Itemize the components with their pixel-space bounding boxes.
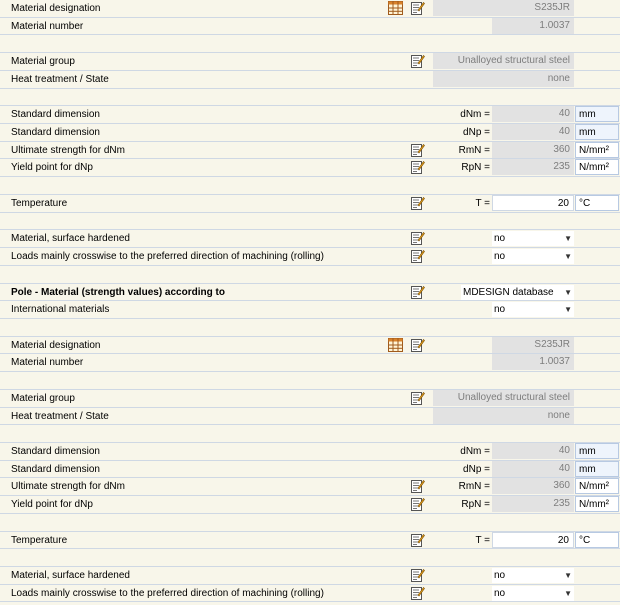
property-row — [0, 461, 620, 479]
property-label: Ultimate strength for dNm — [11, 144, 125, 156]
unit-selector[interactable]: N/mm² — [575, 496, 619, 512]
edit-icon[interactable] — [410, 196, 425, 210]
property-row — [0, 0, 620, 18]
value-readonly: 360 — [492, 478, 574, 494]
property-label: Ultimate strength for dNm — [11, 481, 125, 493]
value-readonly: 40 — [492, 106, 574, 122]
property-row — [0, 284, 620, 302]
property-label: Standard dimension — [11, 463, 100, 475]
value-readonly: 235 — [492, 159, 574, 175]
property-row — [0, 195, 620, 213]
unit-selector[interactable]: °C — [575, 532, 619, 548]
row-spacer — [0, 372, 620, 390]
value-readonly: S235JR — [492, 337, 574, 353]
edit-icon[interactable] — [410, 338, 425, 352]
dropdown-value: MDESIGN database — [463, 286, 554, 298]
value-readonly: none — [433, 408, 574, 424]
table-icon[interactable] — [388, 338, 403, 352]
property-label: Temperature — [11, 534, 68, 546]
value-readonly: Unalloyed structural steel — [433, 390, 574, 406]
row-spacer — [0, 89, 620, 107]
dropdown-select[interactable] — [492, 249, 574, 264]
dropdown-value: no — [494, 570, 506, 581]
edit-icon[interactable] — [410, 586, 425, 600]
symbol-label: dNm = — [460, 445, 490, 457]
chevron-down-icon[interactable]: ▼ — [564, 234, 572, 244]
property-row — [0, 567, 620, 585]
property-row — [0, 478, 620, 496]
property-row — [0, 142, 620, 160]
property-label: Yield point for dNp — [11, 162, 93, 174]
property-row — [0, 248, 620, 266]
symbol-label: dNp = — [463, 463, 490, 475]
value-readonly: 1.0037 — [492, 18, 574, 34]
dropdown-select[interactable] — [461, 285, 574, 300]
property-label: Heat treatment / State — [11, 73, 109, 85]
row-spacer — [0, 266, 620, 284]
value-input[interactable]: 20 — [492, 195, 574, 211]
chevron-down-icon[interactable]: ▼ — [564, 287, 572, 297]
unit-selector[interactable]: N/mm² — [575, 478, 619, 494]
value-readonly: S235JR — [433, 0, 574, 16]
symbol-label: RmN = — [458, 144, 490, 156]
unit-selector[interactable]: mm — [575, 106, 619, 122]
property-label: Material number — [11, 20, 84, 32]
unit-selector[interactable]: mm — [575, 124, 619, 140]
property-row — [0, 124, 620, 142]
dropdown-value: no — [494, 233, 506, 245]
value-input[interactable]: 20 — [492, 532, 574, 548]
row-spacer — [0, 35, 620, 53]
chevron-down-icon[interactable]: ▼ — [564, 588, 572, 598]
property-row — [0, 159, 620, 177]
property-row — [0, 354, 620, 372]
dropdown-value: no — [494, 587, 506, 599]
property-row — [0, 532, 620, 550]
symbol-label: T = — [475, 534, 490, 546]
row-spacer — [0, 319, 620, 337]
property-row — [0, 71, 620, 89]
value-readonly: 360 — [492, 142, 574, 158]
symbol-label: dNp = — [463, 127, 490, 139]
row-spacer — [0, 213, 620, 231]
property-label: Material group — [11, 392, 75, 404]
unit-selector[interactable]: mm — [575, 461, 619, 477]
value-readonly: none — [433, 71, 574, 87]
property-label: Standard dimension — [11, 127, 100, 139]
property-label: Standard dimension — [11, 445, 100, 457]
dropdown-value: no — [494, 251, 506, 263]
property-label: Material designation — [11, 339, 101, 351]
value-readonly: Unalloyed structural steel — [433, 53, 574, 69]
edit-icon[interactable] — [410, 497, 425, 511]
property-row — [0, 337, 620, 355]
property-row — [0, 230, 620, 248]
property-row — [0, 18, 620, 36]
dropdown-select[interactable] — [492, 302, 574, 317]
value-readonly: 40 — [492, 124, 574, 140]
row-spacer — [0, 425, 620, 443]
property-label: Yield point for dNp — [11, 499, 93, 511]
property-row — [0, 390, 620, 408]
unit-selector[interactable]: °C — [575, 195, 619, 211]
property-label: Material number — [11, 357, 84, 369]
symbol-label: RmN = — [458, 481, 490, 493]
property-row — [0, 585, 620, 603]
chevron-down-icon[interactable]: ▼ — [564, 305, 572, 315]
dropdown-value: no — [494, 304, 506, 316]
property-row — [0, 53, 620, 71]
edit-icon[interactable] — [410, 1, 425, 15]
row-spacer — [0, 514, 620, 532]
dropdown-select[interactable] — [492, 568, 574, 583]
edit-icon[interactable] — [410, 533, 425, 547]
value-readonly: 40 — [492, 461, 574, 477]
edit-icon[interactable] — [410, 285, 425, 299]
property-label: International materials — [11, 304, 110, 316]
dropdown-select[interactable] — [492, 586, 574, 601]
table-icon[interactable] — [388, 1, 403, 15]
property-row — [0, 496, 620, 514]
symbol-label: T = — [475, 197, 490, 209]
row-spacer — [0, 177, 620, 195]
property-row — [0, 301, 620, 319]
value-readonly: 1.0037 — [492, 354, 574, 370]
property-label: Loads mainly crosswise to the preferred direction of machining (rolling) — [11, 587, 324, 599]
property-label: Pole - Material (strength values) according to — [11, 286, 225, 298]
symbol-label: RpN = — [461, 162, 490, 174]
property-label: Material group — [11, 56, 75, 68]
edit-icon[interactable] — [410, 249, 425, 263]
dropdown-select[interactable] — [492, 231, 574, 246]
property-label: Material, surface hardened — [11, 233, 130, 245]
property-label: Material designation — [11, 3, 101, 14]
property-label: Material, surface hardened — [11, 570, 130, 581]
unit-selector[interactable]: N/mm² — [575, 159, 619, 175]
property-row — [0, 106, 620, 124]
edit-icon[interactable] — [410, 143, 425, 157]
edit-icon[interactable] — [410, 160, 425, 174]
edit-icon[interactable] — [410, 479, 425, 493]
property-label: Temperature — [11, 197, 68, 209]
value-readonly: 235 — [492, 496, 574, 512]
value-readonly: 40 — [492, 443, 574, 459]
property-label: Standard dimension — [11, 109, 100, 121]
property-row — [0, 443, 620, 461]
property-label: Loads mainly crosswise to the preferred direction of machining (rolling) — [11, 251, 324, 263]
symbol-label: RpN = — [461, 499, 490, 511]
unit-selector[interactable]: N/mm² — [575, 142, 619, 158]
edit-icon[interactable] — [410, 391, 425, 405]
chevron-down-icon[interactable]: ▼ — [564, 571, 572, 580]
chevron-down-icon[interactable]: ▼ — [564, 252, 572, 262]
property-row — [0, 408, 620, 426]
edit-icon[interactable] — [410, 231, 425, 245]
property-label: Heat treatment / State — [11, 410, 109, 422]
edit-icon[interactable] — [410, 54, 425, 68]
symbol-label: dNm = — [460, 109, 490, 121]
unit-selector[interactable]: mm — [575, 443, 619, 459]
row-spacer — [0, 549, 620, 567]
edit-icon[interactable] — [410, 568, 425, 582]
